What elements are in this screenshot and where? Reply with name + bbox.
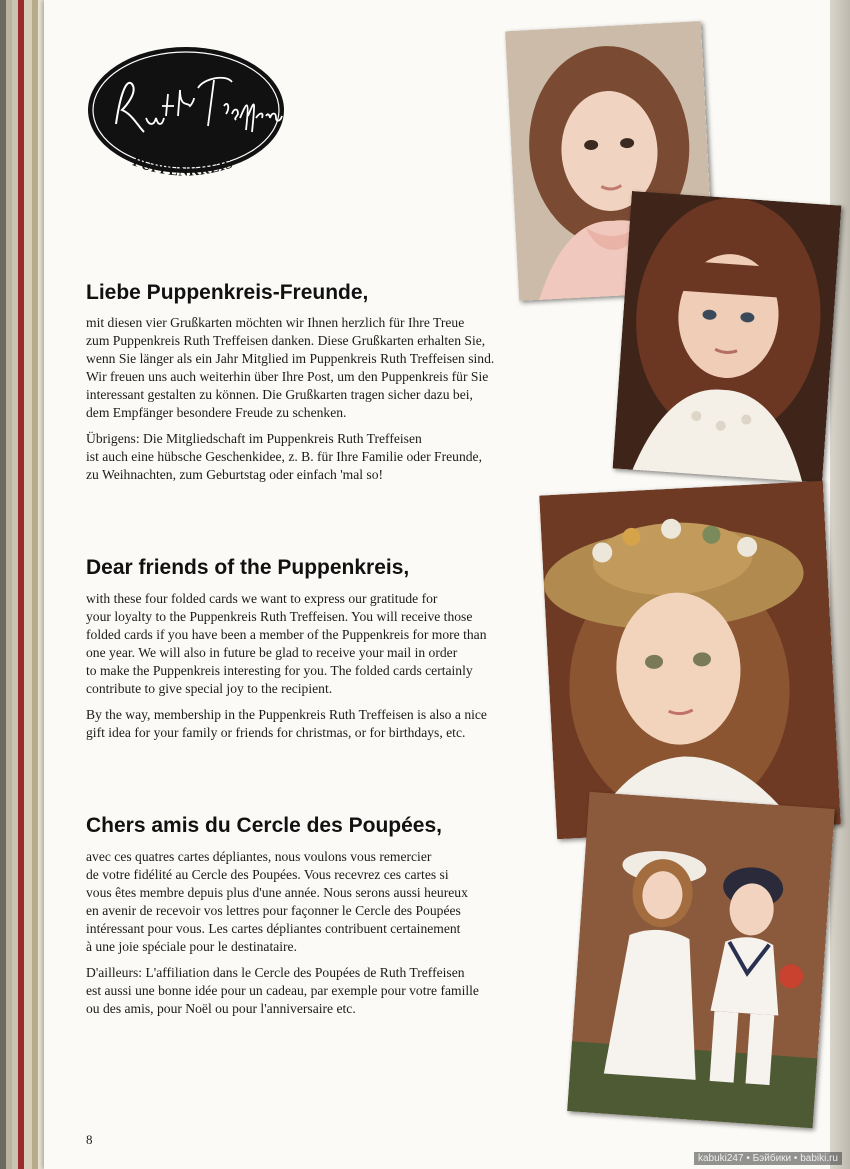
site-watermark: kabuki247 • Бэйбики • babiki.ru bbox=[694, 1152, 842, 1165]
ruth-treffeisen-logo bbox=[86, 44, 288, 194]
german-heading: Liebe Puppenkreis-Freunde, bbox=[86, 281, 369, 304]
doll-photo-two-dolls bbox=[567, 792, 835, 1128]
page-edge-shadow bbox=[830, 0, 850, 1169]
logo-puppenkreis-label: PUPPENKREIS bbox=[130, 154, 236, 180]
page-number: 8 bbox=[86, 1132, 93, 1147]
book-binding-edge bbox=[0, 0, 48, 1169]
english-paragraph-1: with these four folded cards we want to express our gratitude for your loyalty to the Puppenkreis Ruth Treffeisen. You will receive those folded cards if you have been a member of the Puppenkreis for more than one year. We will also in future be glad to receive your mail in order to make the Puppenkreis interesting for you. The folded cards certainly contribute to give special joy to the recipient. bbox=[86, 591, 487, 696]
doll-photo-straw-hat bbox=[539, 481, 841, 839]
french-paragraph-2: D'ailleurs: L'affiliation dans le Cercle des Poupées de Ruth Treffeisen est aussi une bonne idée pour un cadeau, par exemple pour votre famille ou des amis, pour Noël ou pour l'anniversaire etc. bbox=[86, 965, 479, 1016]
german-paragraph-2: Übrigens: Die Mitgliedschaft im Puppenkreis Ruth Treffeisen ist auch eine hübsche Geschenkidee, z. B. für Ihre Familie oder Freunde, zu Weihnachten, zum Geburtstag oder einfach 'mal so! bbox=[86, 431, 482, 482]
doll-photo-lace-collar bbox=[613, 191, 842, 483]
doll-portrait-4 bbox=[567, 792, 835, 1128]
english-heading: Dear friends of the Puppenkreis, bbox=[86, 556, 410, 579]
french-paragraph-1: avec ces quatres cartes dépliantes, nous voulons vous remercier de votre fidélité au Cercle des Poupées. Vous recevrez ces cartes si vous êtes membre depuis plus d'une année. Nous serons aussi heureux en avenir de recevoir vos lettres pour façonner le Cercle des Poupées intéressant pour vous. Les cartes dépliantes contribuent certainement à une joie spéciale pour le destinataire. bbox=[86, 849, 468, 954]
doll-portrait-3 bbox=[539, 481, 841, 839]
german-paragraph-1: mit diesen vier Grußkarten möchten wir Ihnen herzlich für Ihre Treue zum Puppenkreis Ruth Treffeisen danken. Diese Grußkarten erhalten Sie, wenn Sie länger als ein Jahr Mitglied im Puppenkreis Ruth Treffeisen sind. Wir freuen uns auch weiterhin über Ihre Post, um den Puppenkreis für Sie interessant gestalten zu können. Die Grußkarten tragen sicher dazu bei, dem Empfänger besondere Freude zu schenken. bbox=[86, 315, 495, 420]
french-heading: Chers amis du Cercle des Poupées, bbox=[86, 814, 442, 837]
english-paragraph-2: By the way, membership in the Puppenkreis Ruth Treffeisen is also a nice gift idea for your family or friends for christmas, or for birthdays, etc. bbox=[86, 707, 487, 740]
doll-portrait-2 bbox=[613, 191, 842, 483]
